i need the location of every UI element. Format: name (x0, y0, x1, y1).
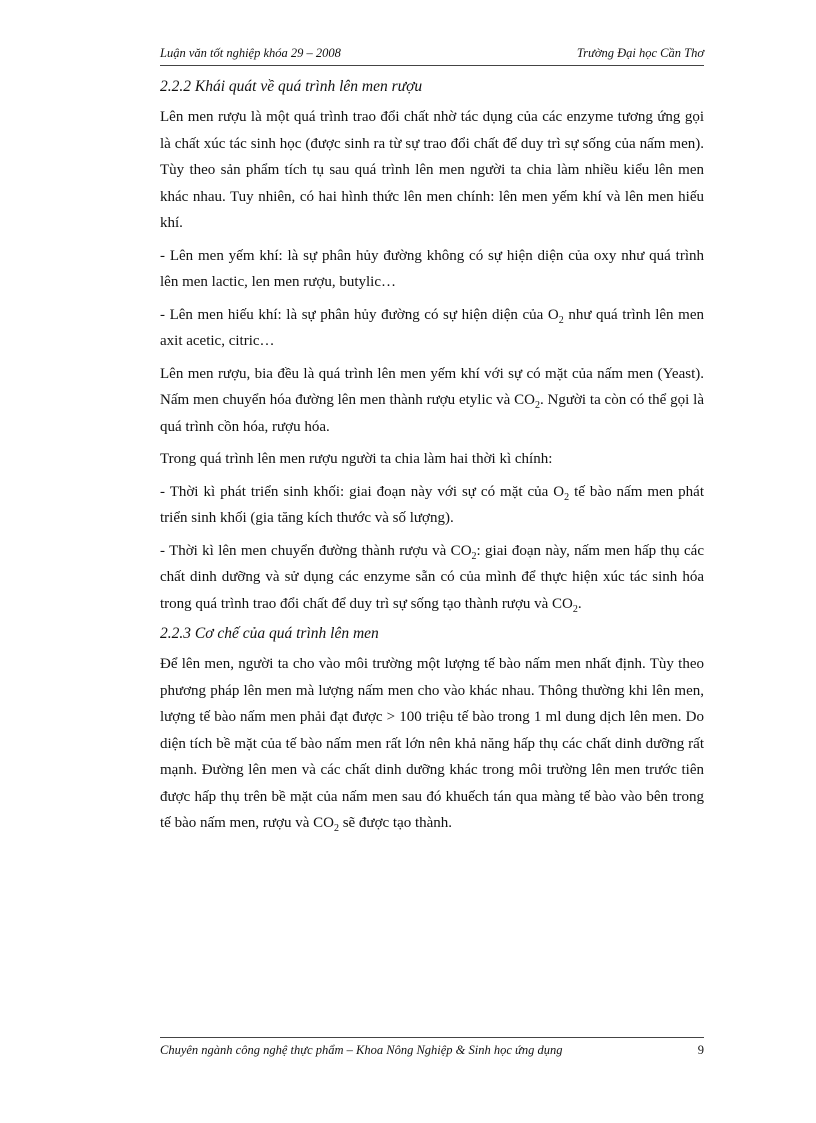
page-header (160, 46, 704, 66)
text-run: Để lên men, người ta cho vào môi trường một lượng tế bào nấm men nhất định. Tùy theo phương pháp lên men mà lượng nấm men cho vào khác nhau. Thông thường khi lên men, lượng tế bào nấm men phải đạt được > 100 triệu tế bào trong 1 ml dung dịch lên men. Do diện tích bề mặt của tế bào nấm men rất lớn nên khả năng hấp thụ các chất dinh dưỡng rất mạnh. Đường lên men và các chất dinh dưỡng khác trong môi trường lên men trước tiên được hấp thụ trên bề mặt của nấm men sau đó khuếch tán qua màng tế bào vào bên trong tế bào nấm men, rượu và CO (160, 656, 704, 831)
paragraph-overview: Lên men rượu là một quá trình trao đổi chất nhờ tác dụng của các enzyme tương ứng gọi là chất xúc tác sinh học (được sinh ra từ sự trao đổi chất để duy trì sự sống của nấm men). Tùy theo sản phẩm tích tụ sau quá trình lên men người ta chia làm nhiều kiểu lên men khác nhau. Tuy nhiên, có hai hình thức lên men chính: lên men yếm khí và lên men hiếu khí. (160, 109, 704, 231)
text-run: . Người ta còn có thể gọi là quá trình cồn hóa, rượu hóa. (160, 392, 704, 435)
text-run: - Thời kì phát triển sinh khối: giai đoạn này với sự có mặt của O (160, 483, 565, 500)
paragraph-two-phases: Trong quá trình lên men rượu người ta chia làm hai thời kì chính: (160, 451, 553, 467)
text-run: như quá trình lên men axit acetic, citric… (160, 306, 704, 349)
subscript: 2 (558, 314, 564, 326)
subscript: 2 (572, 603, 578, 615)
subscript: 2 (471, 550, 477, 562)
header-thesis-title: Luận văn tốt nghiệp khóa 29 – 2008 (160, 46, 341, 60)
section-heading-2-2-2: 2.2.2 Khái quát về quá trình lên men rượu (160, 78, 423, 95)
subscript: 2 (534, 400, 540, 411)
text-run: - Lên men hiếu khí: là sự phân hủy đường có sự hiện diện của O (160, 306, 559, 323)
page-footer (160, 1037, 704, 1058)
paragraph-aerobic (160, 302, 704, 355)
subscript: 2 (333, 823, 339, 834)
text-run: Lên men rượu, bia đều là quá trình lên men yếm khí với sự có mặt của nấm men (Yeast). Nấm men chuyển hóa đường lên men thành rượu etylic và CO (160, 365, 704, 408)
subscript: 2 (564, 491, 570, 503)
text-run: . (577, 595, 582, 612)
paragraph-mechanism (160, 651, 704, 837)
paragraph-anaerobic: - Lên men yếm khí: là sự phân hủy đường không có sự hiện diện của oxy như quá trình lên men lactic, len men rượu, butylic… (160, 247, 704, 290)
text-run: - Thời kì lên men chuyển đường thành rượu và CO (160, 542, 472, 559)
text-run: : giai đoạn này, nấm men hấp thụ các chất dinh dưỡng và sử dụng các enzyme sẵn có của mình để thực hiện xúc tác sinh hóa trong quá trình trao đổi chất để duy trì sự sống tạo thành rượu và CO (160, 542, 705, 612)
text-run: tế bào nấm men phát triển sinh khối (gia tăng kích thước và số lượng). (160, 483, 704, 526)
section-heading-2-2-3: 2.2.3 Cơ chế của quá trình lên men (160, 625, 379, 642)
header-university: Trường Đại học Cần Thơ (576, 46, 704, 60)
text-run: sẽ được tạo thành. (338, 815, 453, 831)
page-content (160, 76, 704, 843)
paragraph-biomass-phase (160, 479, 704, 532)
footer-department: Chuyên ngành công nghệ thực phẩm – Khoa Nông Nghiệp & Sinh học ứng dụng (160, 1043, 563, 1057)
paragraph-fermentation-phase (160, 538, 704, 618)
page-number: 9 (697, 1043, 704, 1057)
paragraph-alcohol-beer (160, 361, 704, 441)
